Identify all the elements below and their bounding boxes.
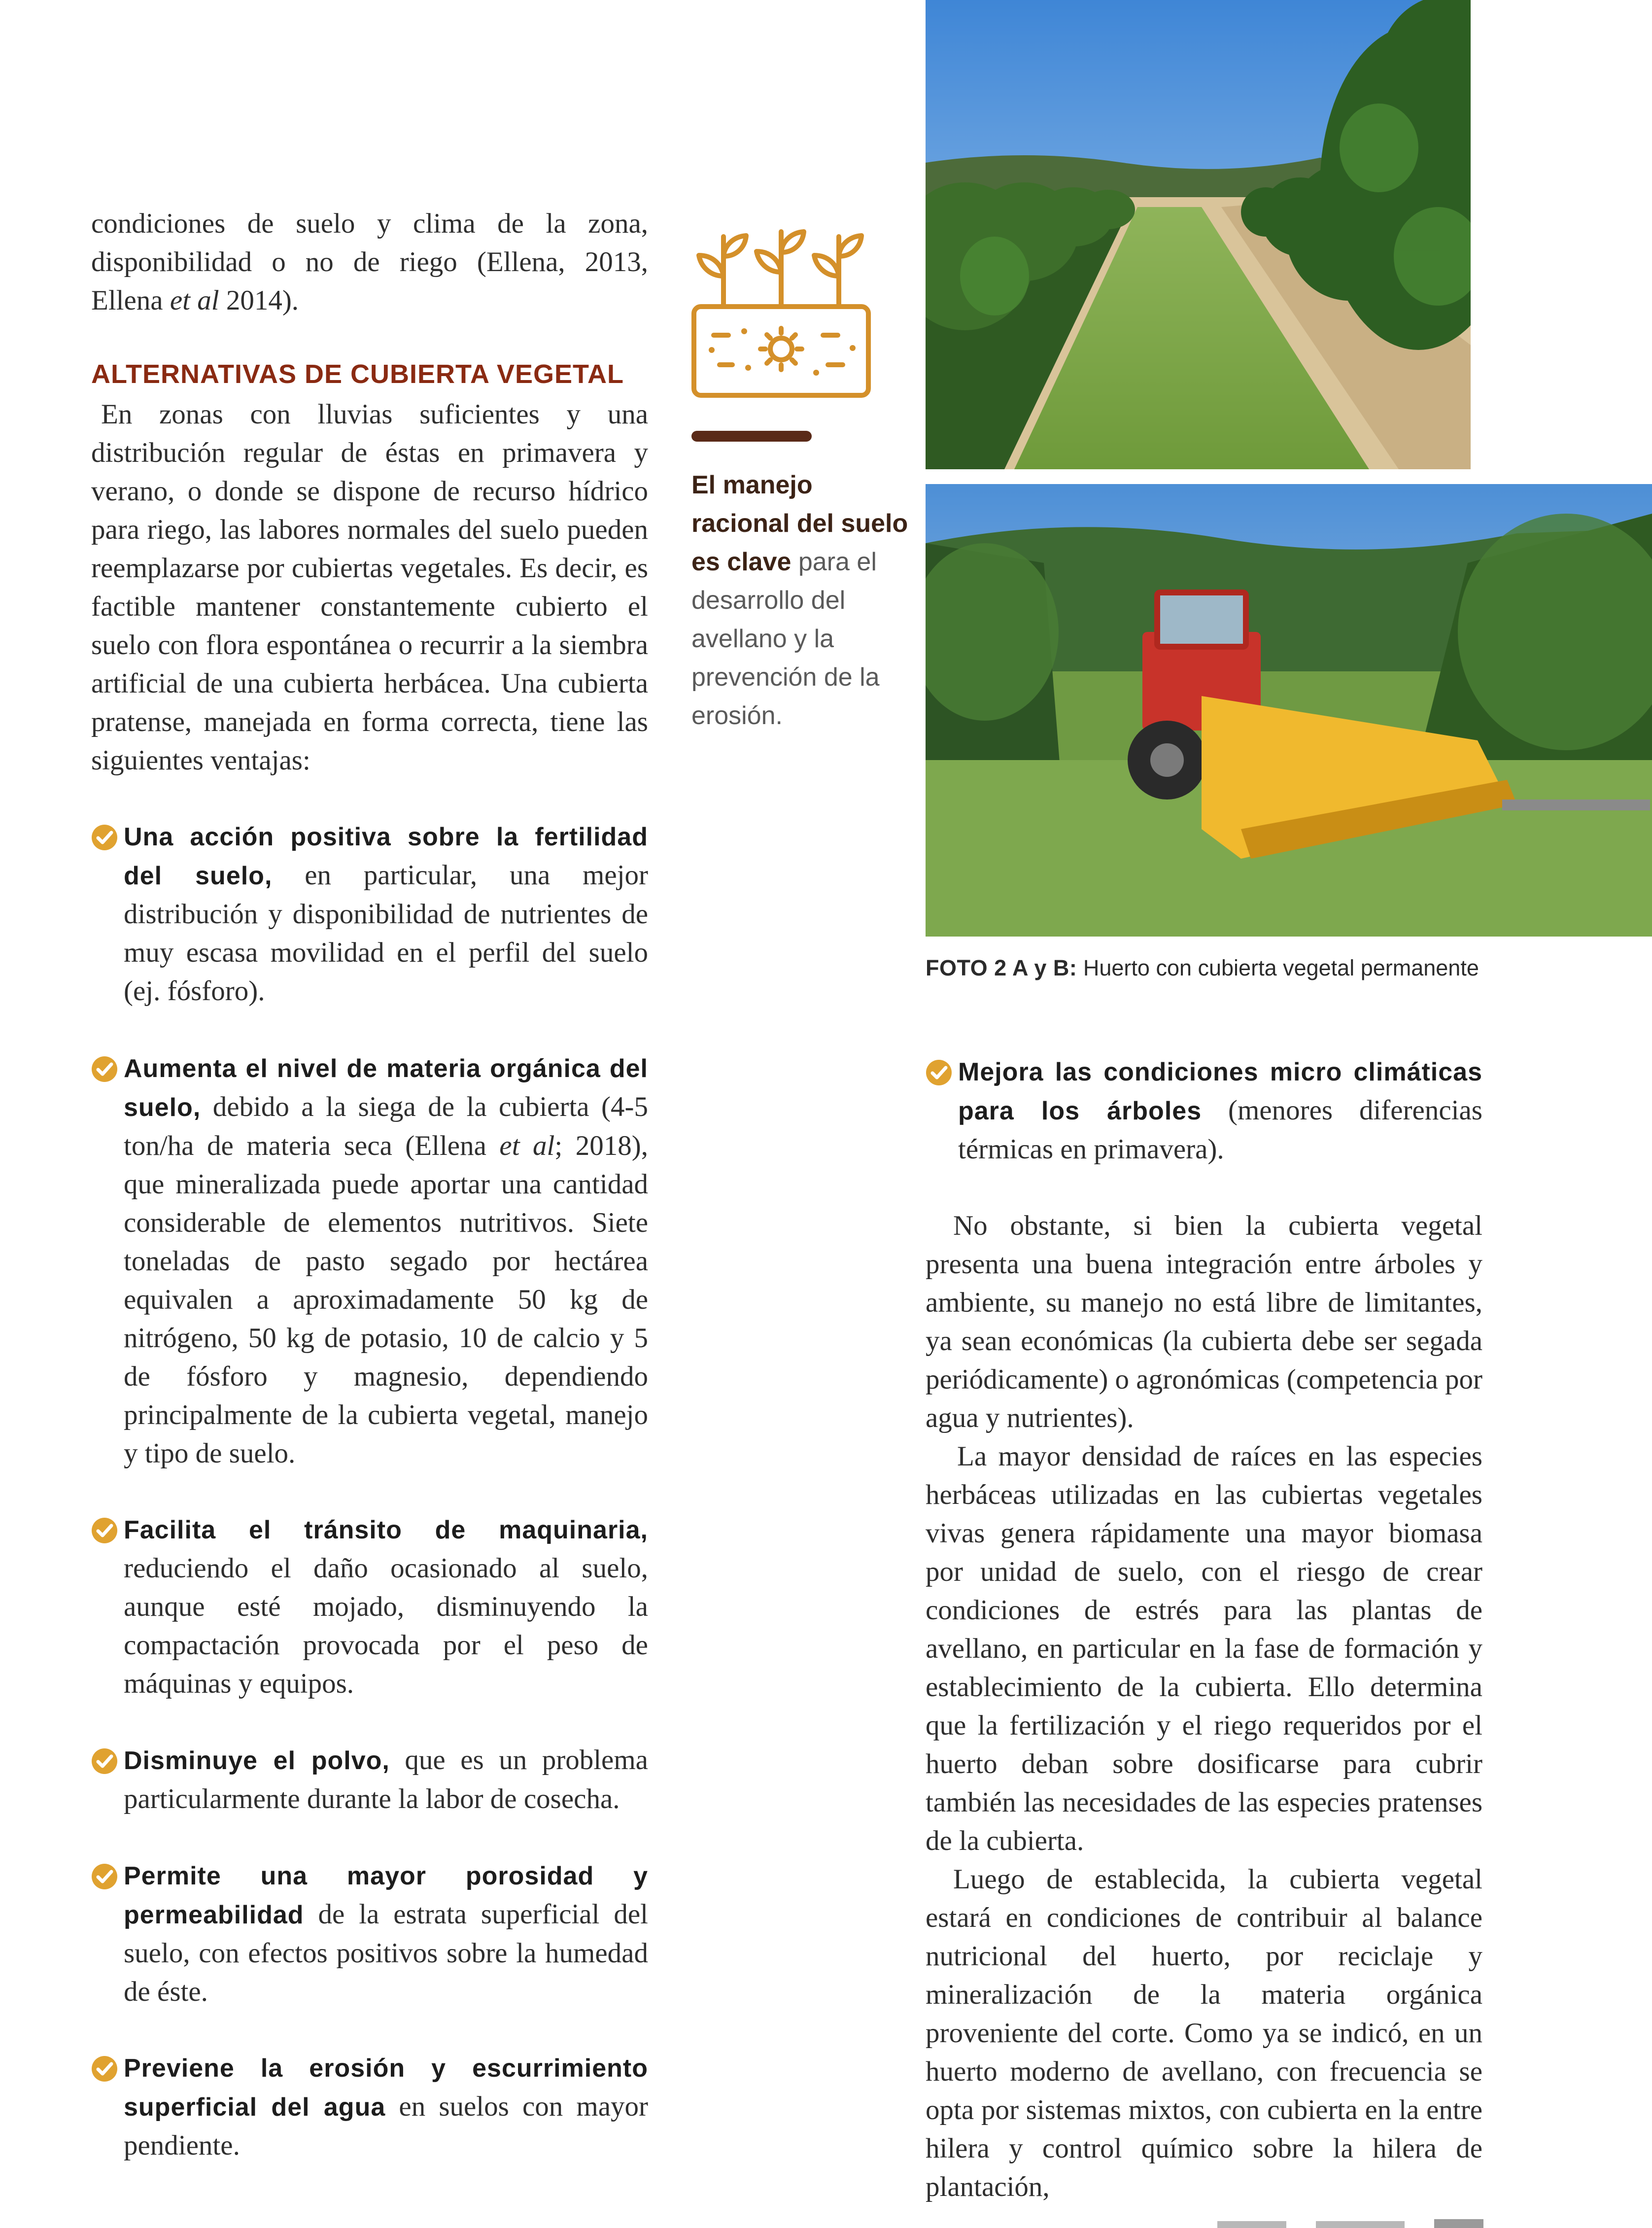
- bullet-porosity: Permite una mayor porosidad y permeabilidad de la estrata superficial del suelo, con efectos positivos sobre la humedad de éste.: [91, 1856, 648, 2011]
- bullet-organic-matter: Aumenta el nivel de materia orgánica del suelo, debido a la siega de la cubierta (4-5 ton/ha de materia seca (Ellena et al; 2018), que mineralizada puede aportar una cantidad considerable de elementos nutritivos. Siete toneladas de pasto segado por hectárea equivalen a aproximadamente 50 kg de nitrógeno, 50 kg de potasio, 10 de calcio y 5 de fósforo y magnesio, dependiendo principalmente de la cubierta vegetal, manejo y tipo de suelo.: [91, 1049, 648, 1473]
- section-heading: ALTERNATIVAS DE CUBIERTA VEGETAL: [91, 359, 624, 389]
- check-icon: [91, 1517, 118, 1544]
- intro-paragraph: condiciones de suelo y clima de la zona, disponibilidad o no de riego (Ellena, 2013, Ellena et al 2014).: [91, 208, 648, 316]
- bullet-fertility: Una acción positiva sobre la fertilidad del suelo, en particular, una mejor distribución y disponibilidad de nutrientes de muy escasa movilidad en el perfil del suelo (ej. fósforo).: [91, 817, 648, 1010]
- photo-caption: FOTO 2 A y B: Huerto con cubierta vegetal permanente: [926, 955, 1479, 980]
- bullet-erosion: Previene la erosión y escurrimiento superficial del agua en suelos con mayor pendiente.: [91, 2049, 648, 2165]
- bullet-microclimate: Mejora las condiciones micro climáticas para los árboles (menores diferencias térmicas en primavera).: [926, 1052, 1482, 1169]
- check-icon: [91, 2055, 118, 2082]
- soil-plants-icon: [690, 217, 872, 404]
- hazelnut-orchard-photo: [926, 0, 1471, 469]
- check-icon: [926, 1059, 952, 1086]
- paragraph-established-cover: Luego de establecida, la cubierta vegetal estará en condiciones de contribuir al balance nutricional del huerto, por reciclaje y mineralización de la materia orgánica proveniente del corte. Como ya se indicó, en un huerto moderno de avellano, con frecuencia se opta por sistemas mixtos, con cubierta en la entre hilera y control químico sobre la hilera de plantación,: [926, 1864, 1482, 2202]
- tractor-mower-photo: [926, 484, 1652, 937]
- bullet-machinery: Facilita el tránsito de maquinaria, reduciendo el daño ocasionado al suelo, aunque esté mojado, disminuyendo la compactación provocada por el peso de máquinas y equipos.: [91, 1510, 648, 1703]
- check-icon: [91, 824, 118, 851]
- paragraph-limitations: No obstante, si bien la cubierta vegetal presenta una buena integración entre árboles y ambiente, su manejo no está libre de limitantes, ya sean económicas (la cubierta debe ser segada periódicamente) o agronómicas (competencia por agua y nutrientes).: [926, 1210, 1483, 1433]
- check-icon: [91, 1863, 118, 1890]
- footer-mark: [1217, 2217, 1483, 2228]
- paragraph-root-density: La mayor densidad de raíces en las especies herbáceas utilizadas en las cubiertas vegetales vivas genera rápidamente una mayor biomasa por unidad de suelo, con el riesgo de crear condiciones de estrés para las plantas de avellano, en particular en la fase de formación y establecimiento de la cubierta. Ello determina que la fertilización y el riego requeridos por el huerto deban sobre dosificarse para cubrir también las necesidades de las especies pratenses de la cubierta.: [926, 1441, 1482, 1856]
- sidebar-rule: [691, 431, 812, 442]
- sidebar-callout: El manejo racional del suelo es clave para el desarrollo del avellano y la prevención de la erosión.: [691, 471, 908, 730]
- bullet-dust: Disminuye el polvo, que es un problema particularmente durante la labor de cosecha.: [91, 1741, 648, 1818]
- check-icon: [91, 1748, 118, 1775]
- section-body: En zonas con lluvias suficientes y una distribución regular de éstas en primavera y verano, o donde se dispone de recurso hídrico para riego, las labores normales del suelo pueden reemplazarse por cubiertas vegetales. Es decir, es factible mantener constantemente cubierto el suelo con flora espontánea o recurrir a la siembra artificial de una cubierta herbácea. Una cubierta pratense, manejada en forma correcta, tiene las siguientes ventajas:: [91, 399, 648, 776]
- check-icon: [91, 1056, 118, 1082]
